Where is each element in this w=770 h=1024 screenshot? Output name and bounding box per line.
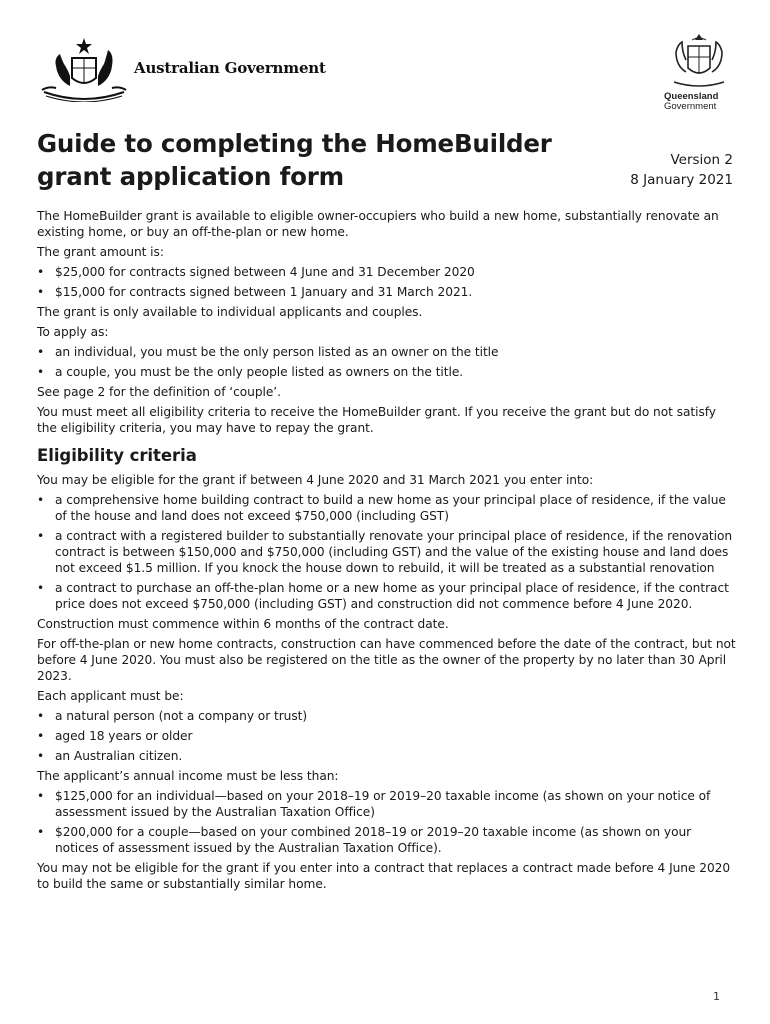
- list-item: • an individual, you must be the only person listed as an owner on the title: [37, 344, 737, 360]
- apply-as-lead: To apply as:: [37, 325, 109, 339]
- list-item: • a contract with a registered builder to substantially renovate your principal place of residence, if the renovation contract is between $150,000 and $750,000 (including GST) and the value of the existing house and land does not exceed $1.5 million. If you knock the house down to rebuild, it will be treated as a substantial renovation: [37, 528, 737, 576]
- queensland-coat-of-arms-icon: [668, 32, 730, 92]
- queensland-government-label: [664, 92, 744, 112]
- version-date: 8 January 2021: [630, 172, 733, 188]
- grant-amount-lead: The grant amount is:: [37, 245, 164, 259]
- version-label: Version 2: [670, 152, 733, 168]
- list-item: • a couple, you must be the only people listed as owners on the title.: [37, 364, 737, 380]
- eligibility-lead: You may be eligible for the grant if between 4 June 2020 and 31 March 2021 you enter into:: [37, 473, 594, 487]
- apply-as-list: [37, 344, 737, 380]
- contract-list: [37, 492, 737, 612]
- page-header: [0, 0, 770, 120]
- list-item: • an Australian citizen.: [37, 748, 737, 764]
- off-the-plan-paragraph: For off-the-plan or new home contracts, construction can have commenced before the date of the contract, but not before 4 June 2020. You must also be registered on the title as the owner of the property by no later than 30 April 2023.: [37, 637, 736, 683]
- australian-government-label: Australian Government: [134, 59, 326, 77]
- list-item: • $25,000 for contracts signed between 4 June and 31 December 2020: [37, 264, 737, 280]
- eligibility-heading: Eligibility criteria: [37, 446, 197, 465]
- grant-amount-list: [37, 264, 737, 300]
- construction-commence-paragraph: Construction must commence within 6 months of the contract date.: [37, 617, 449, 631]
- income-lead: The applicant’s annual income must be less than:: [37, 769, 339, 783]
- intro-paragraph: The HomeBuilder grant is available to eligible owner-occupiers who build a new home, substantially renovate an existing home, or buy an off-the-plan or new home.: [37, 209, 719, 239]
- list-item: • $15,000 for contracts signed between 1 January and 31 March 2021.: [37, 284, 737, 300]
- list-item: • $200,000 for a couple—based on your combined 2018–19 or 2019–20 taxable income (as shown on your notices of assessment issued by the Australian Taxation Office).: [37, 824, 737, 856]
- eligibility-warning: You must meet all eligibility criteria to receive the HomeBuilder grant. If you receive the grant but do not satisfy the eligibility criteria, you may have to repay the grant.: [37, 405, 716, 435]
- queensland-name: Queensland: [664, 91, 719, 102]
- list-item: • a contract to purchase an off-the-plan home or a new home as your principal place of residence, if the contract price does not exceed $750,000 (including GST) and construction did not commence before 4 June 2020.: [37, 580, 737, 612]
- list-item: • a natural person (not a company or trust): [37, 708, 737, 724]
- applicant-requirements-lead: Each applicant must be:: [37, 689, 184, 703]
- page-title: Guide to completing the HomeBuilder grant application form: [37, 129, 552, 191]
- couple-definition-note: See page 2 for the definition of ‘couple’.: [37, 385, 281, 399]
- australian-coat-of-arms-icon: [34, 36, 134, 102]
- income-list: [37, 788, 737, 856]
- applicant-type-paragraph: The grant is only available to individual applicants and couples.: [37, 305, 423, 319]
- queensland-government-word: Government: [664, 101, 717, 112]
- document-body: [37, 208, 737, 896]
- list-item: • $125,000 for an individual—based on your 2018–19 or 2019–20 taxable income (as shown on your notice of assessment issued by the Australian Taxation Office): [37, 788, 737, 820]
- applicant-requirements-list: [37, 708, 737, 764]
- page-number: 1: [713, 990, 720, 1003]
- replacement-contract-paragraph: You may not be eligible for the grant if you enter into a contract that replaces a contract made before 4 June 2020 to build the same or substantially similar home.: [37, 861, 731, 891]
- version-block: [630, 150, 733, 190]
- list-item: • aged 18 years or older: [37, 728, 737, 744]
- list-item: • a comprehensive home building contract to build a new home as your principal place of residence, if the value of the house and land does not exceed $750,000 (including GST): [37, 492, 737, 524]
